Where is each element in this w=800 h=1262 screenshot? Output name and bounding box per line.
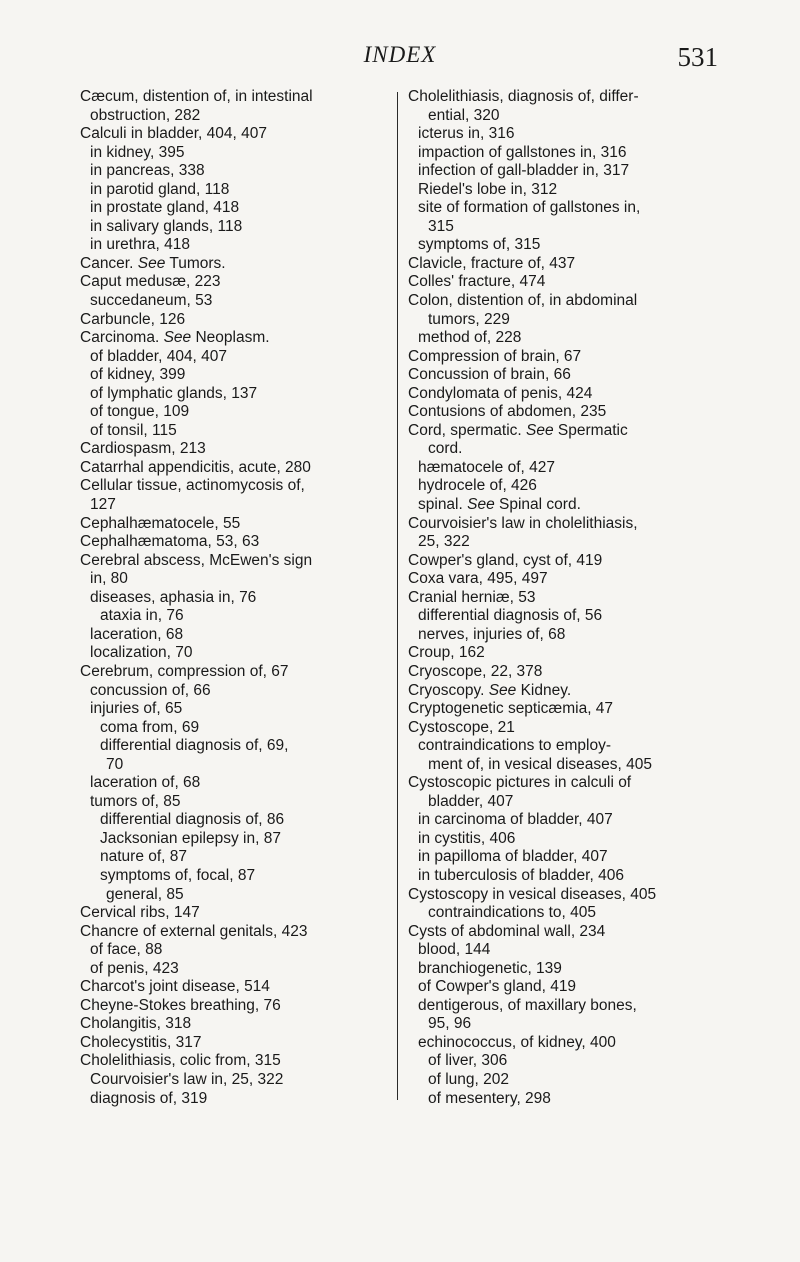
index-entry <box>80 793 400 812</box>
entry-text: of lymphatic glands, 137 <box>90 384 258 402</box>
entry-text: of mesentery, 298 <box>428 1089 551 1107</box>
entry-text: Colon, distention of, in abdominal <box>408 292 638 310</box>
entry-text: differential diagnosis of, 86 <box>100 811 285 829</box>
index-entry <box>408 385 728 404</box>
index-entry <box>408 236 728 255</box>
index-entry <box>408 811 728 830</box>
index-entry <box>80 774 400 793</box>
entry-text: echinococcus, of kidney, 400 <box>418 1033 616 1051</box>
index-entry <box>80 477 400 496</box>
entry-text: Cryoscope, 22, 378 <box>408 662 543 680</box>
entry-text: in prostate gland, 418 <box>90 199 240 217</box>
see-target: Kidney. <box>516 681 572 699</box>
entry-text: Cerebral abscess, McEwen's sign <box>80 551 313 569</box>
index-entry <box>80 273 400 292</box>
entry-text: tumors of, 85 <box>90 792 181 810</box>
index-entry <box>80 459 400 478</box>
see-reference: See <box>163 329 192 347</box>
entry-text: Cheyne-Stokes breathing, 76 <box>80 996 281 1014</box>
entry-text: Calculi in bladder, 404, 407 <box>80 125 267 143</box>
entry-text: icterus in, 316 <box>418 125 515 143</box>
index-entry <box>408 978 728 997</box>
entry-text: in tuberculosis of bladder, 406 <box>418 866 624 884</box>
see-target: Neoplasm. <box>191 329 270 347</box>
entry-text: impaction of gallstones in, 316 <box>418 143 627 161</box>
entry-text: Cephalhæmatocele, 55 <box>80 514 241 532</box>
index-entry <box>80 1071 400 1090</box>
entry-text: general, 85 <box>106 885 184 903</box>
index-entry <box>408 570 728 589</box>
entry-text: Cholelithiasis, diagnosis of, differ- <box>408 88 639 105</box>
index-entry <box>80 626 400 645</box>
entry-text: Condylomata of penis, 424 <box>408 384 593 402</box>
index-entry <box>408 1071 728 1090</box>
index-entry <box>408 700 728 719</box>
index-entry <box>408 255 728 274</box>
entry-text: laceration of, 68 <box>90 774 201 792</box>
entry-text: concussion of, 66 <box>90 681 211 699</box>
index-entry <box>80 978 400 997</box>
entry-text: contraindications to, 405 <box>428 904 597 922</box>
entry-text: in, 80 <box>90 570 128 588</box>
entry-text: Cryptogenetic septicæmia, 47 <box>408 700 614 718</box>
entry-text: injuries of, 65 <box>90 700 183 718</box>
index-entry <box>408 904 728 923</box>
index-entry <box>408 1034 728 1053</box>
entry-text: Cryoscopy. <box>408 681 489 699</box>
entry-text: hydrocele of, 426 <box>418 477 537 495</box>
index-entry <box>408 181 728 200</box>
index-entry <box>408 533 728 552</box>
entry-text: Contusions of abdomen, 235 <box>408 403 607 421</box>
entry-text: Cervical ribs, 147 <box>80 904 200 922</box>
entry-text: Charcot's joint disease, 514 <box>80 978 270 996</box>
entry-text: Courvoisier's law in, 25, 322 <box>90 1070 284 1088</box>
index-entry <box>80 552 400 571</box>
entry-text: site of formation of gallstones in, <box>418 199 641 217</box>
index-entry <box>408 719 728 738</box>
index-entry <box>80 181 400 200</box>
entry-text: Cellular tissue, actinomycosis of, <box>80 477 305 495</box>
entry-text: succedaneum, 53 <box>90 292 213 310</box>
index-entry <box>80 515 400 534</box>
index-entry <box>80 941 400 960</box>
entry-text: Catarrhal appendicitis, acute, 280 <box>80 458 311 476</box>
entry-text: Cholangitis, 318 <box>80 1015 192 1033</box>
entry-text: 127 <box>90 496 116 514</box>
index-entry <box>80 997 400 1016</box>
index-entry <box>80 570 400 589</box>
index-entry <box>80 533 400 552</box>
index-entry <box>408 144 728 163</box>
entry-text: Caput medusæ, 223 <box>80 273 221 291</box>
entry-text: Carcinoma. <box>80 329 164 347</box>
entry-text: Cardiospasm, 213 <box>80 440 206 458</box>
index-entry <box>408 960 728 979</box>
entry-text: laceration, 68 <box>90 625 184 643</box>
entry-text: of bladder, 404, 407 <box>90 347 228 365</box>
index-entry <box>408 1015 728 1034</box>
index-entry <box>408 737 728 756</box>
index-entry <box>80 236 400 255</box>
index-entry <box>408 218 728 237</box>
index-entry <box>80 719 400 738</box>
entry-text: 70 <box>106 755 124 773</box>
entry-text: Colles' fracture, 474 <box>408 273 546 291</box>
index-entry <box>80 348 400 367</box>
index-entry <box>408 756 728 775</box>
index-entry <box>408 273 728 292</box>
index-entry <box>408 941 728 960</box>
entry-text: Cerebrum, compression of, 67 <box>80 662 289 680</box>
index-entry <box>80 385 400 404</box>
entry-text: spinal. <box>418 496 468 514</box>
entry-text: Clavicle, fracture of, 437 <box>408 254 576 272</box>
entry-text: Cowper's gland, cyst of, 419 <box>408 551 603 569</box>
entry-text: of Cowper's gland, 419 <box>418 978 577 996</box>
index-entry <box>408 199 728 218</box>
entry-text: Carbuncle, 126 <box>80 310 186 328</box>
index-entry <box>408 477 728 496</box>
entry-text: in papilloma of bladder, 407 <box>418 848 608 866</box>
index-entry <box>80 589 400 608</box>
entry-text: of tonsil, 115 <box>90 421 177 439</box>
index-entry <box>80 440 400 459</box>
entry-text: contraindications to employ- <box>418 737 611 755</box>
entry-text: branchiogenetic, 139 <box>418 959 562 977</box>
index-entry <box>80 255 400 274</box>
index-entry <box>408 348 728 367</box>
index-entry <box>80 848 400 867</box>
index-entry <box>80 329 400 348</box>
index-entry <box>80 811 400 830</box>
index-entry <box>408 923 728 942</box>
index-entry <box>80 886 400 905</box>
see-reference: See <box>137 254 166 272</box>
index-entry <box>408 848 728 867</box>
index-entry <box>408 422 728 441</box>
index-entry <box>408 496 728 515</box>
entry-text: hæmatocele of, 427 <box>418 458 556 476</box>
index-entry <box>408 589 728 608</box>
index-entry <box>80 366 400 385</box>
entry-text: Chancre of external genitals, 423 <box>80 922 308 940</box>
entry-text: tumors, 229 <box>428 310 510 328</box>
entry-text: Cysts of abdominal wall, 234 <box>408 922 606 940</box>
index-entry <box>80 125 400 144</box>
entry-text: Cancer. <box>80 254 138 272</box>
entry-text: Concussion of brain, 66 <box>408 366 571 384</box>
index-entry <box>408 162 728 181</box>
entry-text: of kidney, 399 <box>90 366 186 384</box>
index-entry <box>80 218 400 237</box>
entry-text: dentigerous, of maxillary bones, <box>418 996 637 1014</box>
entry-text: Cystoscopic pictures in calculi of <box>408 774 632 792</box>
index-entry <box>408 626 728 645</box>
index-entry <box>408 1052 728 1071</box>
entry-text: of penis, 423 <box>90 959 179 977</box>
entry-text: 25, 322 <box>418 533 470 551</box>
entry-text: of face, 88 <box>90 941 163 959</box>
entry-text: cord. <box>428 440 463 458</box>
entry-text: Cephalhæmatoma, 53, 63 <box>80 533 260 551</box>
entry-text: bladder, 407 <box>428 792 514 810</box>
see-reference: See <box>526 421 554 439</box>
index-entry <box>408 682 728 701</box>
index-entry <box>80 1052 400 1071</box>
entry-text: in kidney, 395 <box>90 143 185 161</box>
entry-text: Cæcum, distention of, in intestinal <box>80 88 313 105</box>
see-target: Spinal cord. <box>494 496 581 514</box>
entry-text: nature of, 87 <box>100 848 188 866</box>
entry-text: infection of gall-bladder in, 317 <box>418 162 630 180</box>
entry-text: of liver, 306 <box>428 1052 508 1070</box>
entry-text: Riedel's lobe in, 312 <box>418 180 558 198</box>
index-entry <box>80 923 400 942</box>
index-entry <box>80 422 400 441</box>
index-entry <box>408 886 728 905</box>
entry-text: diagnosis of, 319 <box>90 1089 208 1107</box>
entry-text: 315 <box>428 217 454 235</box>
index-entry <box>80 107 400 126</box>
index-entry <box>408 311 728 330</box>
index-entry <box>408 663 728 682</box>
index-entry <box>80 311 400 330</box>
index-entry <box>80 88 400 107</box>
entry-text: in cystitis, 406 <box>418 829 516 847</box>
see-target: Tumors. <box>165 254 226 272</box>
index-entry <box>80 682 400 701</box>
index-entry <box>80 1015 400 1034</box>
page-header <box>0 0 800 80</box>
index-entry <box>408 125 728 144</box>
index-entry <box>408 997 728 1016</box>
index-entry <box>408 403 728 422</box>
entry-text: of lung, 202 <box>428 1070 510 1088</box>
index-entry <box>80 292 400 311</box>
index-entry <box>80 199 400 218</box>
entry-text: Cord, spermatic. <box>408 421 527 439</box>
index-entry <box>80 644 400 663</box>
index-entry <box>408 459 728 478</box>
entry-text: obstruction, 282 <box>90 106 201 124</box>
index-entry <box>408 440 728 459</box>
index-entry <box>80 663 400 682</box>
entry-text: in parotid gland, 118 <box>90 180 230 198</box>
index-entry <box>408 644 728 663</box>
entry-text: coma from, 69 <box>100 718 200 736</box>
index-entry <box>80 700 400 719</box>
entry-text: nerves, injuries of, 68 <box>418 625 566 643</box>
index-entry <box>408 774 728 793</box>
index-entry <box>80 162 400 181</box>
entry-text: in salivary glands, 118 <box>90 217 243 235</box>
see-reference: See <box>488 681 517 699</box>
entry-text: in carcinoma of bladder, 407 <box>418 811 613 829</box>
entry-text: method of, 228 <box>418 329 522 347</box>
see-reference: See <box>467 496 495 514</box>
index-entry <box>408 793 728 812</box>
entry-text: Jacksonian epilepsy in, 87 <box>100 829 281 847</box>
index-entry <box>408 329 728 348</box>
index-entry <box>80 607 400 626</box>
index-entry <box>80 1034 400 1053</box>
entry-text: Cystoscope, 21 <box>408 718 515 736</box>
entry-text: Coxa vara, 495, 497 <box>408 570 548 588</box>
entry-text: localization, 70 <box>90 644 193 662</box>
entry-text: ataxia in, 76 <box>100 607 184 625</box>
index-entry <box>408 867 728 886</box>
entry-text: blood, 144 <box>418 941 491 959</box>
index-entry <box>408 292 728 311</box>
index-entry <box>408 1090 728 1109</box>
index-entry <box>408 515 728 534</box>
entry-text: symptoms of, 315 <box>418 236 541 254</box>
index-entry <box>408 366 728 385</box>
index-entry <box>408 607 728 626</box>
entry-text: ment of, in vesical diseases, 405 <box>428 755 653 773</box>
entry-text: symptoms of, focal, 87 <box>100 866 256 884</box>
entry-text: Cranial herniæ, 53 <box>408 588 536 606</box>
entry-text: in pancreas, 338 <box>90 162 205 180</box>
see-target: Spermatic <box>553 421 628 439</box>
entry-text: ential, 320 <box>428 106 500 124</box>
index-entry <box>408 107 728 126</box>
index-entry <box>80 1090 400 1109</box>
entry-text: differential diagnosis of, 56 <box>418 607 603 625</box>
entry-text: in urethra, 418 <box>90 236 190 254</box>
index-entry <box>80 756 400 775</box>
index-column-left <box>80 88 400 1108</box>
entry-text: Courvoisier's law in cholelithiasis, <box>408 514 638 532</box>
entry-text: diseases, aphasia in, 76 <box>90 588 257 606</box>
index-entry <box>80 496 400 515</box>
index-entry <box>80 960 400 979</box>
index-column-right <box>408 88 728 1108</box>
index-entry <box>80 904 400 923</box>
index-entry <box>80 403 400 422</box>
index-entry <box>80 737 400 756</box>
index-entry <box>80 144 400 163</box>
index-entry <box>80 830 400 849</box>
entry-text: of tongue, 109 <box>90 403 190 421</box>
entry-text: Compression of brain, 67 <box>408 347 582 365</box>
index-entry <box>80 867 400 886</box>
column-divider <box>397 92 398 1100</box>
index-entry <box>408 88 728 107</box>
entry-text: Croup, 162 <box>408 644 485 662</box>
index-entry <box>408 830 728 849</box>
entry-text: Cholecystitis, 317 <box>80 1033 202 1051</box>
index-entry <box>408 552 728 571</box>
entry-text: differential diagnosis of, 69, <box>100 737 289 755</box>
entry-text: Cholelithiasis, colic from, 315 <box>80 1052 281 1070</box>
page-number: 531 <box>677 42 718 72</box>
entry-text: Cystoscopy in vesical diseases, 405 <box>408 885 657 903</box>
entry-text: 95, 96 <box>428 1015 472 1033</box>
running-title: INDEX <box>363 42 437 67</box>
